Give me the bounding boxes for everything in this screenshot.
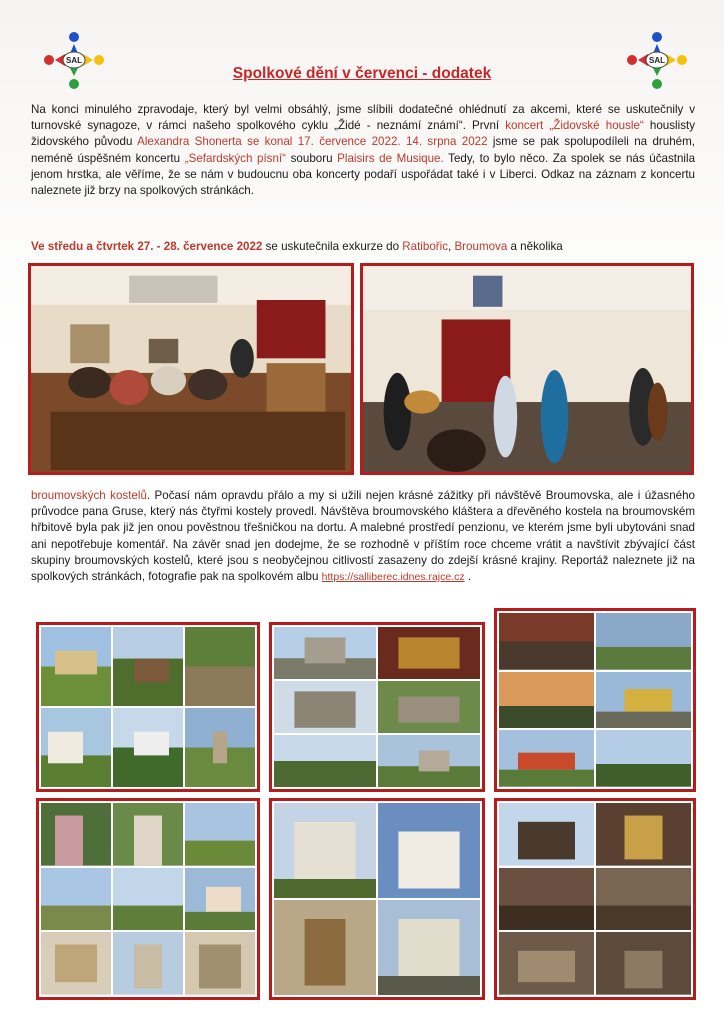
sal-logo-text: SAL xyxy=(649,56,665,65)
wooden-church-collage xyxy=(494,798,696,1000)
collage-photo xyxy=(596,730,691,787)
concert-name: koncert „Židovské housle“ xyxy=(505,119,644,133)
collage-photo xyxy=(499,868,594,931)
collage-photo xyxy=(378,900,480,995)
page-title: Spolkové dění v červenci - dodatek xyxy=(232,65,492,82)
collage-photo xyxy=(113,708,183,787)
collage-photo xyxy=(113,868,183,931)
collage-photo xyxy=(596,868,691,931)
baroque-churches-collage xyxy=(269,798,485,1000)
concert-date: Alexandra Shonerta se konal 17. července 2022. 14. srpna 2022 xyxy=(137,135,488,149)
broumov-churches-collage xyxy=(269,622,485,792)
collage-photo xyxy=(596,932,691,995)
excursion-report-paragraph: broumovských kostelů. Počasí nám opravdu přálo a my si užili nejen krásné zážitky při návštěvě Broumovska, ale i úžasného průvodce pana Gruse, který nás čtyřmi kostely provedl. Návštěva broumovského kláštera a dřevěného kostela na broumovském hřbitově byla pak již jen onou pověstnou třešničkou na dortu. A malebné prostředí penzionu, ve kterém jsme byli ubytováni snad ani nepotřebuje komentář. Na závěr snad jen dodejme, že se rozhodně v příštím roce chceme vrátit a navštívit zbývající část skupiny broumovských kostelů, které jsou s neobyčejnou citlivostí zasazeny do zdejší krásné krajiny. Reportáž naleznete již na spolkových stránkách, fotografie pak na spolkovém albu https://salliberec.idnes.rajce.cz . xyxy=(31,489,695,584)
excursion-paragraph: Ve středu a čtvrtek 27. - 28. července 2022 se uskutečnila exkurze do Ratibořic, Broumova a několika xyxy=(31,240,563,253)
collage-photo xyxy=(274,627,376,679)
collage-photo xyxy=(41,868,111,931)
collage-photo xyxy=(499,730,594,787)
collage-photo xyxy=(41,803,111,866)
collage-photo xyxy=(378,803,480,898)
collage-photo xyxy=(185,708,255,787)
synagogue-concert-photo-2 xyxy=(360,263,694,475)
collage-photo xyxy=(274,803,376,898)
collage-photo xyxy=(41,932,111,995)
collage-photo xyxy=(113,627,183,706)
collage-photo xyxy=(596,672,691,729)
synagogue-concert-photo-1 xyxy=(28,263,354,475)
concert-name-2: „Sefardských písní“ xyxy=(184,151,287,165)
album-link[interactable]: https://salliberec.idnes.rajce.cz xyxy=(321,571,465,584)
collage-photo xyxy=(499,932,594,995)
excursion-date: Ve středu a čtvrtek 27. - 28. července 2022 xyxy=(31,240,263,253)
ensemble-name: Plaisirs de Musique. xyxy=(337,151,444,165)
intro-paragraph: Na konci minulého zpravodaje, který byl velmi obsáhlý, jsme slíbili dodatečné ohlédnutí za akcemi, které se uskutečnily v turnovské synagoze, v rámci našeho spolkového cyklu „Židé - neznámí známí“. První koncert „Židovské housle“ houslisty židovského původu Alexandra Shonerta se konal 17. července 2022. 14. srpna 2022 jsme se pak spolupodíleli na druhém, neméně úspěšném koncertu „Sefardských písní“ souboru Plaisirs de Musique. Tedy, to bylo něco. Za spolek se nás účastnila jenom hrstka, ale věříme, že se nám v budoucnu oba koncerty podaří uspořádat také i v Liberci. Odkaz na záznam z koncertu naleznete již brzy na spolkových stránkách. xyxy=(31,103,696,198)
collage-photo xyxy=(41,627,111,706)
collage-photo xyxy=(185,803,255,866)
collage-photo xyxy=(185,932,255,995)
penzion-collage xyxy=(494,608,696,792)
collage-photo xyxy=(185,627,255,706)
collage-photo xyxy=(596,613,691,670)
collage-photo xyxy=(499,672,594,729)
collage-photo xyxy=(499,613,594,670)
sal-logo-text: SAL xyxy=(66,56,82,65)
collage-photo xyxy=(499,803,594,866)
collage-photo xyxy=(113,803,183,866)
collage-photo xyxy=(274,735,376,787)
collage-photo xyxy=(185,868,255,931)
collage-photo xyxy=(41,708,111,787)
collage-photo xyxy=(274,681,376,733)
collage-photo xyxy=(378,681,480,733)
collage-photo xyxy=(378,735,480,787)
collage-photo xyxy=(113,932,183,995)
collage-photo xyxy=(596,803,691,866)
collage-photo xyxy=(378,627,480,679)
collage-photo xyxy=(274,900,376,995)
guide-collage xyxy=(36,798,260,1000)
ratiborice-collage xyxy=(36,622,260,792)
